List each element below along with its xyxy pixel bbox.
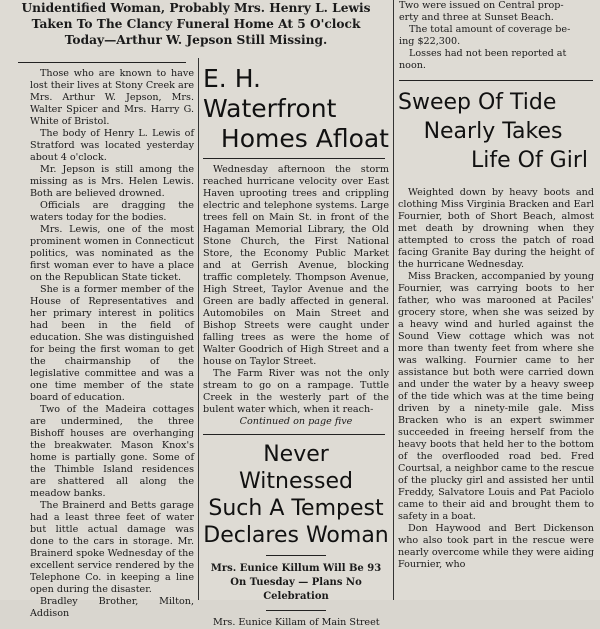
tide-headline — [398, 88, 594, 175]
waterfront-story: Wednesday afternoon the storm reached hurricane velocity over East Haven uprooting trees and crippling electric and telephone systems. Large trees fell on Main St. in front of the Hagaman Memorial Library, the Old Stone Church, the First National Store, the Economy Public Market and at Gerrish Avenue, blocking traffic completely. Thompson Avenue, High Street, Taylor Avenue and the Green are badly affected in general. Automobiles on Main Street and Bishop Streets were caught under falling trees as were the home of Walter Goodrich of High Street and a house on Taylor Street. — [203, 164, 389, 367]
col1-paragraph: The body of Henry L. Lewis of Stratford was located yesterday about 4 o'clock. — [30, 128, 194, 163]
tempest-headline-line: Never Witnessed — [239, 442, 353, 494]
subhead-line: Mrs. Eunice Killum Will Be 93 — [210, 563, 382, 574]
subhead-rule — [266, 555, 326, 556]
col1-paragraph: Mrs. Lewis, one of the most prominent women in Connecticut politics, was nominated as the first woman ever to have a place on the Republican State ticket. — [30, 224, 194, 283]
column-2 — [203, 64, 389, 628]
col1-paragraph: She is a former member of the House of Representatives and her primary interest in politics had been in the field of education. She was distinguished for being the first woman to get the chairmanship of the legislative committee and was a one time member of the state board of education. — [30, 284, 194, 403]
tide-headline-line: Sweep Of Tide — [398, 90, 557, 115]
top-right-line: erty and three at Sunset Beach. — [399, 12, 554, 23]
banner-rule — [18, 62, 186, 63]
top-right-rule — [399, 80, 593, 81]
tempest-headline-line: Such A Tempest — [208, 496, 384, 521]
column-rule-2 — [393, 0, 394, 600]
headline-rule — [203, 158, 385, 159]
continued-note: Continued on page five — [239, 416, 353, 427]
top-right-line: ing $22,300. — [399, 36, 461, 47]
waterfront-headline-line: Homes Afloat — [220, 124, 389, 153]
tide-headline-line: Life Of Girl — [470, 148, 588, 173]
top-right-line: Losses had not been reported at — [409, 48, 567, 59]
subhead-line: Celebration — [263, 591, 329, 602]
col1-paragraph: Those who are known to have lost their lives at Stony Creek are Mrs. Arthur W. Jepson, Mrs. Walter Spicer and Mrs. Harry G. White of Bristol. — [30, 68, 194, 127]
top-right-line: Two were issued on Central prop- — [399, 0, 564, 11]
column-3 — [398, 88, 594, 600]
waterfront-story-cont: The Farm River was not the only stream to go on a rampage. Tuttle Creek in the westerly part of the bulent water which, when it reach- — [203, 368, 389, 415]
banner-line-1: Unidentified Woman, Probably Mrs. Henry L. Lewis — [21, 1, 371, 15]
banner-headline — [2, 0, 390, 48]
top-right-fragment — [399, 0, 595, 80]
col1-paragraph: Officials are dragging the waters today for the bodies. — [30, 200, 194, 223]
tempest-headline — [203, 441, 389, 549]
col1-paragraph: Two of the Madeira cottages are undermined, the three Bishoff houses are overhanging the breakwater. Mason Knox's home is partially gone. Some of the Thimble Island residences are shattered all along the meadow banks. — [30, 404, 194, 499]
banner-line-3: Today—Arthur W. Jepson Still Missing. — [64, 33, 328, 47]
subhead-rule-2 — [266, 610, 326, 611]
col3-paragraph: Weighted down by heavy boots and clothing Miss Virginia Bracken and Earl Fournier, both of Short Beach, almost met death by drowning when they attempted to cross the patch of road facing Granite Bay during the height of the hurricane Wednesday. — [398, 187, 594, 270]
col3-paragraph: Miss Bracken, accompanied by young Fournier, was carrying boots to her father, who was marooned at Paciles' grocery store, when she was seized by a heavy wind and hurled against the Sound View cottage which was not more than twenty feet from where she was walking. Fournier came to her assistance but both were carried down and under the water by a heavy sweep of the tide which was at the time being driven by a ninety-mile gale. Miss Bracken who is an expert swimmer succeeded in freeing herself from the heavy boots that held her to the bottom of the overflooded road bed. Fred Courtsal, a neighbor came to the rescue of the plucky girl and assisted her until Freddy, Salvatore Louis and Pat Paciolo came to their aid and brought them to safety in a boat. — [398, 271, 594, 522]
subhead-line: On Tuesday — Plans No — [230, 577, 362, 588]
top-right-line: noon. — [399, 60, 426, 71]
tide-headline-line: Nearly Takes — [423, 119, 563, 144]
tempest-story: Mrs. Eunice Killam of Main Street — [213, 617, 380, 628]
story-rule — [203, 434, 385, 435]
tempest-subhead — [203, 562, 389, 604]
banner-line-2: Taken To The Clancy Funeral Home At 5 O'clock — [31, 17, 361, 31]
column-1 — [30, 68, 194, 619]
col3-paragraph: Don Haywood and Bert Dickenson who also took part in the rescue were nearly overcome while they were aiding Fournier, who — [398, 523, 594, 570]
tempest-headline-line: Declares Woman — [203, 523, 389, 548]
col1-paragraph: Bradley Brother, Milton, Addison — [30, 596, 194, 619]
waterfront-headline — [203, 64, 389, 154]
top-right-line: The total amount of coverage be- — [409, 24, 571, 35]
col1-paragraph: Mr. Jepson is still among the missing as is Mrs. Helen Lewis. Both are believed drowned. — [30, 164, 194, 199]
waterfront-headline-line: E. H. Waterfront — [203, 64, 337, 123]
col1-paragraph: The Brainerd and Betts garage had a least three feet of water but little actual damage was done to the cars in storage. Mr. Brainerd spoke Wednesday of the excellent service rendered by the Telephone Co. in keeping a line open during the disaster. — [30, 500, 194, 595]
column-rule-1 — [198, 58, 199, 600]
